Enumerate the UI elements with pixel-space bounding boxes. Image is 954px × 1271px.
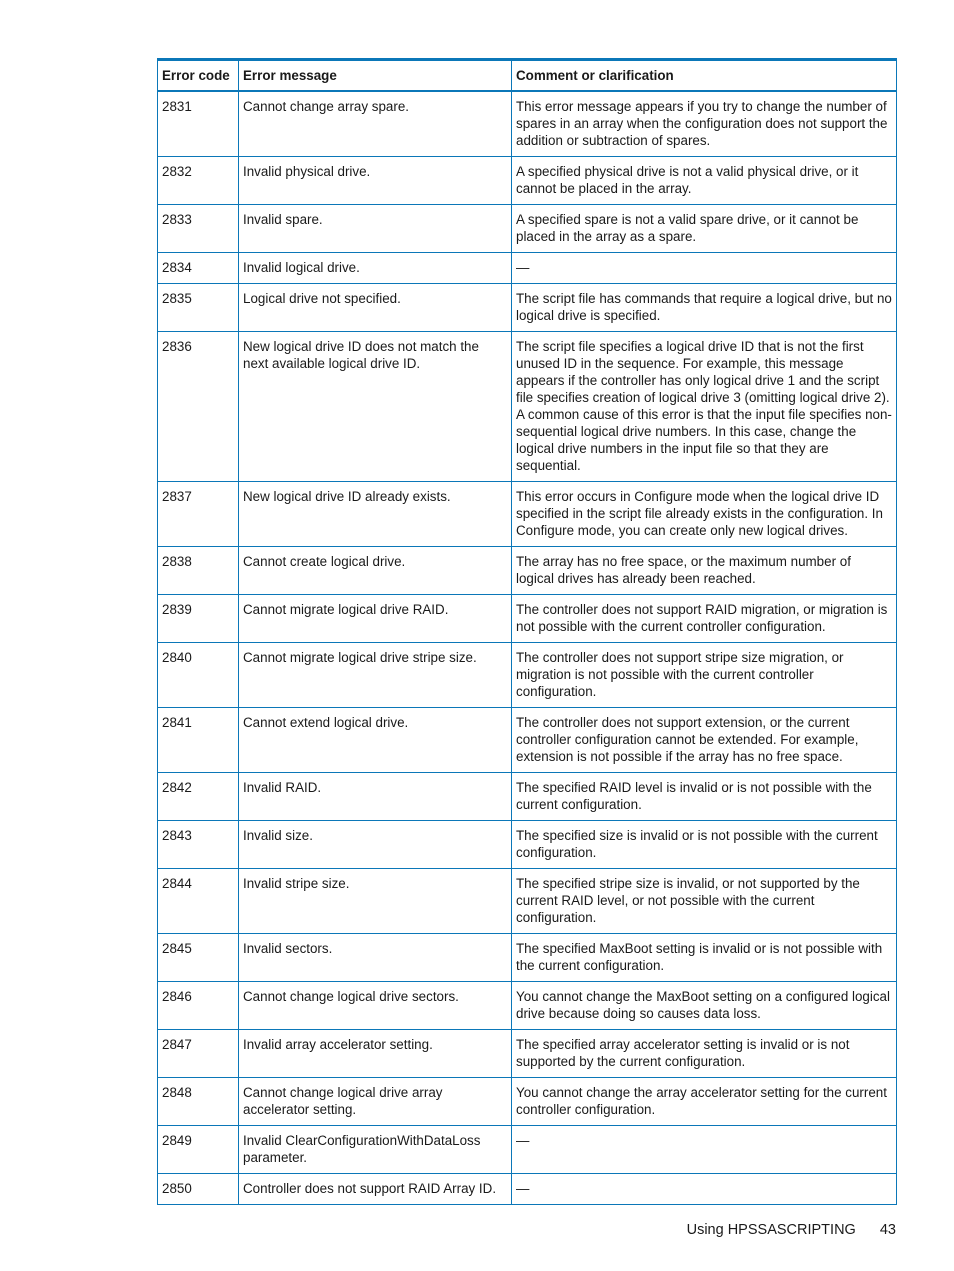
cell-error-code: 2834	[158, 253, 239, 284]
table-header-row	[158, 60, 897, 92]
cell-error-message: Invalid ClearConfigurationWithDataLoss parameter.	[239, 1126, 512, 1174]
cell-comment: The controller does not support RAID migration, or migration is not possible with the current controller configuration.	[512, 595, 897, 643]
cell-error-message: Cannot change logical drive array accelerator setting.	[239, 1078, 512, 1126]
table-row	[158, 91, 897, 157]
cell-comment: The controller does not support stripe size migration, or migration is not possible with the current controller configuration.	[512, 643, 897, 708]
cell-comment: The specified size is invalid or is not possible with the current configuration.	[512, 821, 897, 869]
cell-comment: The array has no free space, or the maximum number of logical drives has already been reached.	[512, 547, 897, 595]
table-row	[158, 547, 897, 595]
cell-error-code: 2837	[158, 482, 239, 547]
cell-comment: The script file specifies a logical drive ID that is not the first unused ID in the sequence. For example, this message appears if the controller has only logical drive 1 and the script file specifies creation of logical drive 3 (omitting logical drive 2). A common cause of this error is that the input file specifies non-sequential logical drive numbers. In this case, change the logical drive numbers in the input file so that they are sequential.	[512, 332, 897, 482]
table-row	[158, 934, 897, 982]
cell-comment: You cannot change the MaxBoot setting on a configured logical drive because doing so causes data loss.	[512, 982, 897, 1030]
cell-comment: —	[512, 253, 897, 284]
cell-error-message: Invalid RAID.	[239, 773, 512, 821]
cell-error-code: 2841	[158, 708, 239, 773]
cell-error-code: 2832	[158, 157, 239, 205]
cell-error-message: Controller does not support RAID Array ID.	[239, 1174, 512, 1205]
table-row	[158, 1030, 897, 1078]
cell-error-code: 2850	[158, 1174, 239, 1205]
cell-error-message: Invalid spare.	[239, 205, 512, 253]
cell-comment: This error message appears if you try to change the number of spares in an array when the configuration does not support the addition or subtraction of spares.	[512, 91, 897, 157]
cell-error-code: 2835	[158, 284, 239, 332]
table-row	[158, 332, 897, 482]
cell-error-code: 2849	[158, 1126, 239, 1174]
table-row	[158, 284, 897, 332]
cell-error-code: 2848	[158, 1078, 239, 1126]
table-row	[158, 1078, 897, 1126]
cell-comment: The specified MaxBoot setting is invalid or is not possible with the current configuration.	[512, 934, 897, 982]
error-code-table-container	[157, 58, 896, 1205]
cell-error-message: Invalid logical drive.	[239, 253, 512, 284]
cell-comment: You cannot change the array accelerator setting for the current controller configuration.	[512, 1078, 897, 1126]
cell-error-message: Cannot create logical drive.	[239, 547, 512, 595]
table-row	[158, 982, 897, 1030]
cell-error-code: 2844	[158, 869, 239, 934]
table-row	[158, 1126, 897, 1174]
table-row	[158, 157, 897, 205]
table-row	[158, 708, 897, 773]
error-code-table	[157, 58, 897, 1205]
table-row	[158, 595, 897, 643]
cell-error-code: 2847	[158, 1030, 239, 1078]
cell-error-message: Invalid size.	[239, 821, 512, 869]
cell-error-message: New logical drive ID already exists.	[239, 482, 512, 547]
table-row	[158, 1174, 897, 1205]
cell-error-message: Invalid stripe size.	[239, 869, 512, 934]
cell-error-message: Cannot extend logical drive.	[239, 708, 512, 773]
cell-error-message: Invalid physical drive.	[239, 157, 512, 205]
cell-error-code: 2846	[158, 982, 239, 1030]
cell-error-code: 2838	[158, 547, 239, 595]
table-row	[158, 643, 897, 708]
cell-comment: The specified RAID level is invalid or is not possible with the current configuration.	[512, 773, 897, 821]
table-row	[158, 869, 897, 934]
cell-error-message: Invalid array accelerator setting.	[239, 1030, 512, 1078]
cell-error-code: 2833	[158, 205, 239, 253]
cell-error-code: 2836	[158, 332, 239, 482]
cell-error-message: Cannot change array spare.	[239, 91, 512, 157]
cell-comment: —	[512, 1126, 897, 1174]
page-number: 43	[879, 1222, 896, 1238]
header-comment: Comment or clarification	[512, 60, 897, 92]
table-row	[158, 253, 897, 284]
cell-comment: A specified physical drive is not a valid physical drive, or it cannot be placed in the array.	[512, 157, 897, 205]
cell-error-code: 2831	[158, 91, 239, 157]
footer-section-title: Using HPSSASCRIPTING	[686, 1222, 856, 1238]
cell-error-code: 2843	[158, 821, 239, 869]
table-row	[158, 205, 897, 253]
cell-error-code: 2840	[158, 643, 239, 708]
cell-error-message: Cannot migrate logical drive RAID.	[239, 595, 512, 643]
cell-comment: The script file has commands that require a logical drive, but no logical drive is specified.	[512, 284, 897, 332]
header-error-message: Error message	[239, 60, 512, 92]
page-footer	[687, 1222, 896, 1238]
cell-comment: A specified spare is not a valid spare drive, or it cannot be placed in the array as a spare.	[512, 205, 897, 253]
cell-error-message: Invalid sectors.	[239, 934, 512, 982]
cell-error-message: Cannot migrate logical drive stripe size.	[239, 643, 512, 708]
cell-comment: This error occurs in Configure mode when the logical drive ID specified in the script file already exists in the configuration. In Configure mode, you can create only new logical drives.	[512, 482, 897, 547]
cell-comment: The controller does not support extension, or the current controller configuration cannot be extended. For example, extension is not possible if the array has no free space.	[512, 708, 897, 773]
cell-error-code: 2839	[158, 595, 239, 643]
cell-error-code: 2842	[158, 773, 239, 821]
cell-comment: The specified array accelerator setting is invalid or is not supported by the current configuration.	[512, 1030, 897, 1078]
cell-comment: The specified stripe size is invalid, or not supported by the current RAID level, or not possible with the current configuration.	[512, 869, 897, 934]
header-error-code: Error code	[158, 60, 239, 92]
cell-error-message: Logical drive not specified.	[239, 284, 512, 332]
table-row	[158, 773, 897, 821]
table-row	[158, 482, 897, 547]
table-row	[158, 821, 897, 869]
cell-error-message: New logical drive ID does not match the next available logical drive ID.	[239, 332, 512, 482]
cell-comment: —	[512, 1174, 897, 1205]
cell-error-code: 2845	[158, 934, 239, 982]
cell-error-message: Cannot change logical drive sectors.	[239, 982, 512, 1030]
